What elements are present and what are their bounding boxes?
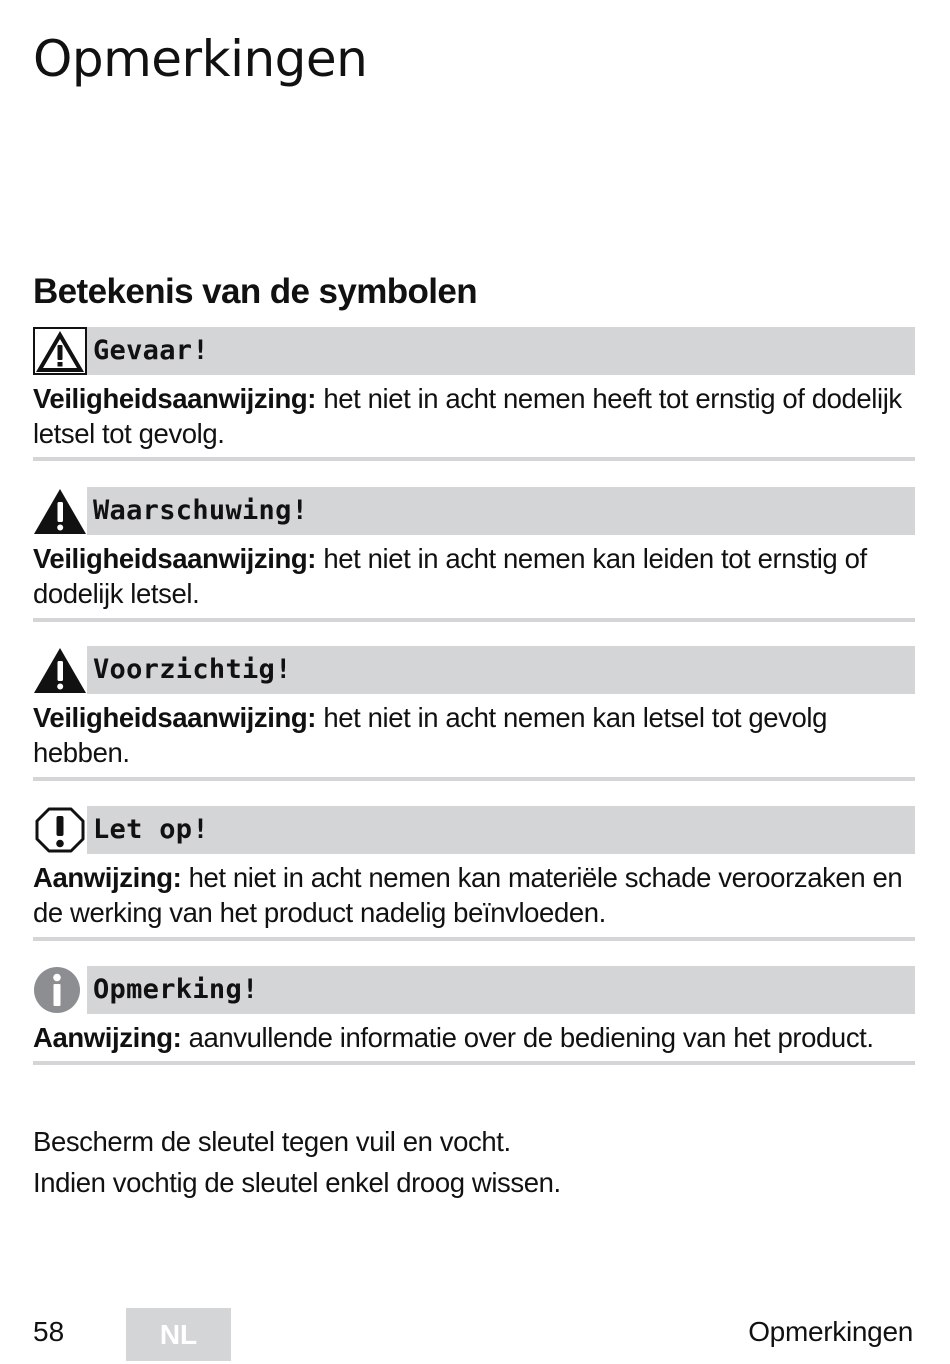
symbol-description: [33, 700, 915, 770]
description-prefix: Aanwijzing:: [33, 862, 182, 893]
symbol-label: Gevaar!: [93, 335, 209, 366]
footer-section-title: Opmerkingen: [748, 1316, 913, 1347]
symbol-label: Opmerking!: [93, 974, 259, 1005]
page-number: 58: [33, 1316, 65, 1347]
description-prefix: Veiligheidsaanwijzing:: [33, 702, 317, 733]
description-text: het niet in acht nemen heeft tot ernstig of dodelijk letsel tot gevolg.: [33, 383, 902, 449]
language-badge: NL: [126, 1308, 231, 1361]
description-prefix: Aanwijzing:: [33, 1022, 182, 1053]
description-text: het niet in acht nemen kan materiële schade veroorzaken en de werking van het product nadelig beïnvloeden.: [33, 862, 903, 928]
warning-triangle-icon: [33, 487, 87, 535]
divider: [33, 937, 915, 941]
page-title: Opmerkingen: [33, 30, 368, 88]
description-prefix: Veiligheidsaanwijzing:: [33, 383, 317, 414]
symbol-block-attention: [33, 806, 915, 930]
care-note: Indien vochtig de sleutel enkel droog wissen.: [33, 1167, 561, 1198]
symbol-block-danger: [33, 327, 915, 451]
section-title: Betekenis van de symbolen: [33, 272, 478, 311]
divider: [33, 1061, 915, 1065]
symbol-block-caution: [33, 646, 915, 770]
symbol-description: [33, 381, 915, 451]
description-text: het niet in acht nemen kan letsel tot gevolg hebben.: [33, 702, 828, 768]
care-note: Bescherm de sleutel tegen vuil en vocht.: [33, 1126, 511, 1157]
symbol-label: Voorzichtig!: [93, 654, 292, 685]
info-icon: [33, 966, 87, 1014]
symbol-block-info: [33, 966, 915, 1055]
description-text: het niet in acht nemen kan leiden tot ernstig of dodelijk letsel.: [33, 543, 867, 609]
description-prefix: Veiligheidsaanwijzing:: [33, 543, 317, 574]
divider: [33, 457, 915, 461]
divider: [33, 777, 915, 781]
symbol-description: [33, 1020, 915, 1055]
attention-exclamation-icon: [33, 806, 87, 854]
danger-warning-triangle-icon: [33, 327, 87, 375]
symbol-block-warning: [33, 487, 915, 611]
divider: [33, 618, 915, 622]
symbol-label: Let op!: [93, 814, 209, 845]
symbol-label: Waarschuwing!: [93, 495, 309, 526]
symbol-description: [33, 541, 915, 611]
label-band: [87, 806, 915, 854]
symbol-description: [33, 860, 915, 930]
description-text: aanvullende informatie over de bediening van het product.: [181, 1022, 874, 1053]
caution-triangle-icon: [33, 646, 87, 694]
